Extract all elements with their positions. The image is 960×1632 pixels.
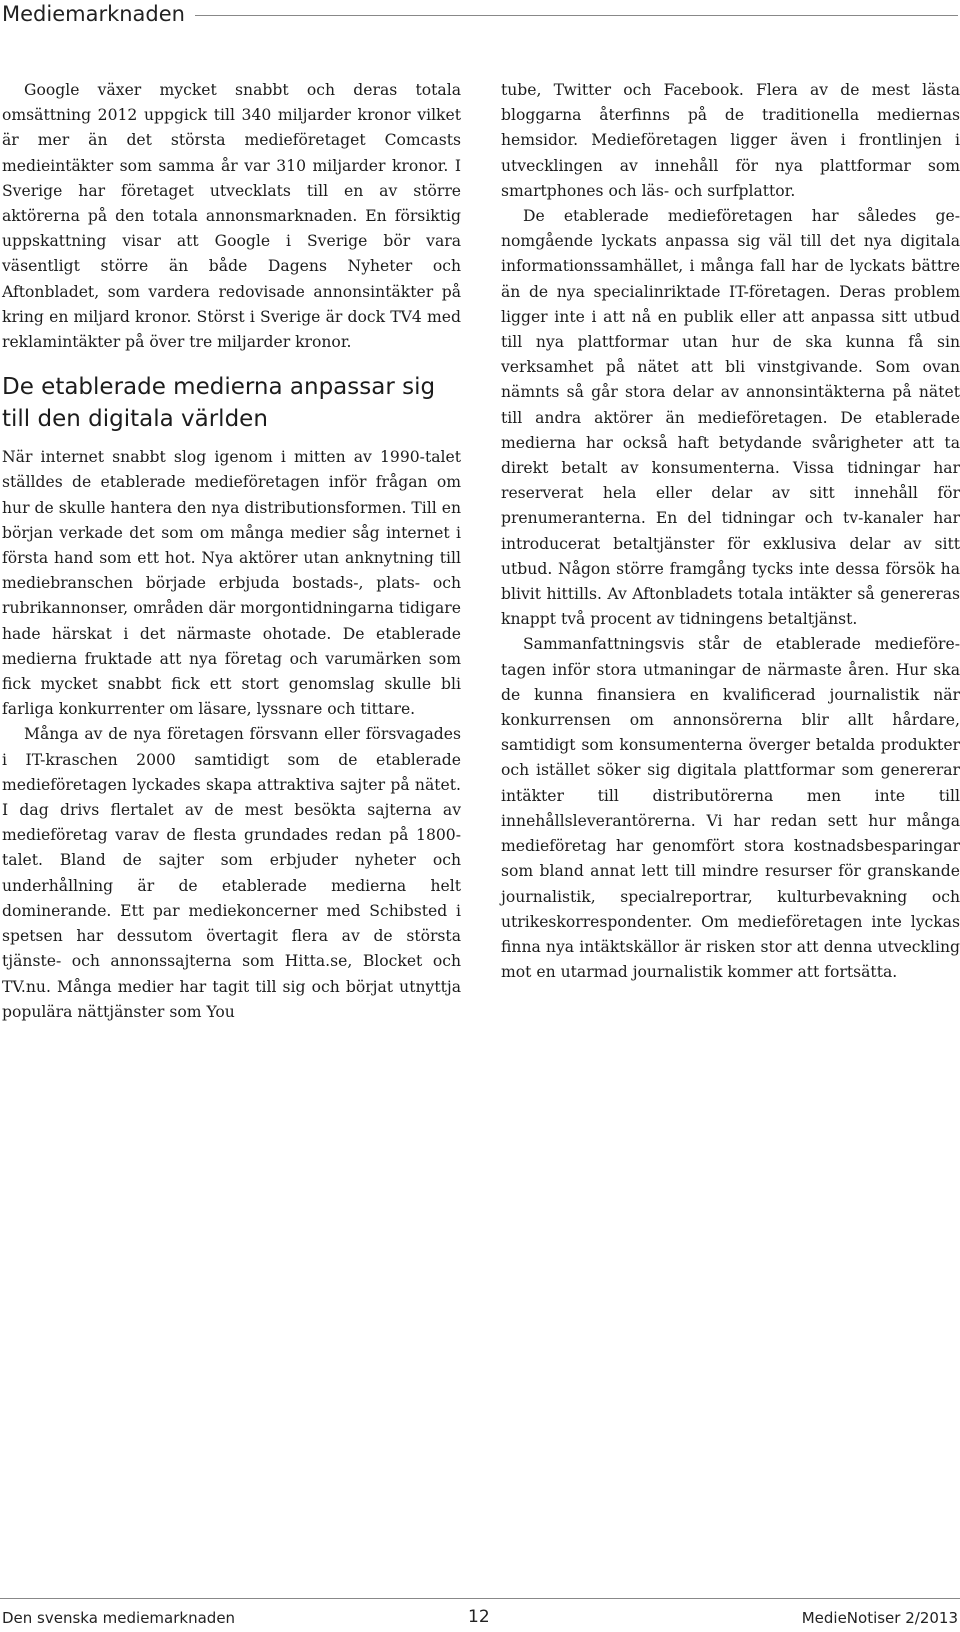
- right-column: [501, 78, 960, 985]
- body-paragraph: Många av de nya företagen försvann eller försvagades i IT-kraschen 2000 samtidigt som de etablerade medieföretagen lyckades skapa attraktiva sajter på nätet. I dag drivs flertalet av de mest besökta sajterna av medieföretag varav de flesta grundades redan på 1800-talet. Bland de sajter som erbjuder nyheter och underhållning är de etablerade medierna helt dominerande. Ett par mediekoncerner med Schibsted i spetsen har dessutom övertagit flera av de största tjänste- och annonssajterna som Hitta.se, Blocket och TV.nu. Många medier har tagit till sig och börjat utnyttja populära nättjänster som You: [2, 725, 461, 1021]
- page-footer: [0, 1598, 960, 1629]
- footer-issue: MedieNotiser 2/2013: [801, 1609, 958, 1627]
- left-column: [2, 78, 461, 1025]
- page-number: 12: [468, 1607, 490, 1627]
- intro-paragraph: Google växer mycket snabbt och deras totala omsättning 2012 uppgick till 340 miljarder kronor vilket är mer än det största medieföretaget Comcasts medieintäkter som samma år var 310 miljarder kronor. I Sverige har företaget utvecklats till en av större aktörerna på den totala annonsmarknaden. En försiktig uppskattning visar att Google i Sverige bör vara väsentligt större än både Dagens Nyheter och Aftonbladet, som vardera redovisade annonsintäkter på kring en miljard kronor. Störst i Sverige är dock TV4 med reklamintäkter på över tre miljarder kronor.: [2, 81, 461, 352]
- body-paragraph: När internet snabbt slog igenom i mitten av 1990-talet ställdes de etablerade medieföretagen inför frågan om hur de skulle hantera den nya distributionsformen. Till en början verkade det som om många medier såg internet i första hand som ett hot. Nya aktörer utan anknytning till mediebranschen började erbjuda bostads-, plats- och rubrikannonser, områden där morgontidningarna tidigare hade härskat i det närmaste ohotade. De etablerade medierna fruktade att nya företag och varumärken som fick mycket snabbt fick ett stort genomslag skulle bli farliga konkurrenter om läsare, lyssnare och tittare.: [2, 448, 461, 719]
- body-paragraph: tube, Twitter och Facebook. Flera av de mest lästa bloggarna återfinns på de traditionella mediernas hemsidor. Medieföretagen ligger även i frontlinjen i utvecklingen av innehåll för nya plattformar som smartphones och läs- och surfplattor.: [501, 81, 960, 200]
- running-header: [2, 0, 958, 28]
- body-paragraph: De etablerade medieföretagen har således genomgående lyckats anpassa sig väl till det nya digitala informationssamhället, i många fall har de lyckats bättre än de nya specialinriktade IT-företagen. Deras problem ligger inte i att nå en publik eller att anpassa sitt utbud till nya plattformar utan hur de ska kunna få sin verksamhet på nätet att bli vinstgivande. Som ovan nämnts så går stora delar av annonsintäkterna på nätet till andra aktörer än medieföretagen. De etablerade medierna har också haft betydande svårigheter att ta direkt betalt av konsumenterna. Vissa tidningar har reserverat hela eller delar av sitt innehåll för prenumeranterna. En del tidningar och tv-kanaler har introducerat betaltjänster för exklusiva delar av sitt utbud. Någon större framgång tycks inte dessa försök ha blivit hittills. Av Aftonbladets totala intäkter så genereras knappt två procent av tidningens betaltjänst.: [501, 207, 960, 629]
- section-title: Mediemarknaden: [2, 2, 185, 26]
- section-heading: De etablerade medierna anpassar sig till den digitala världen: [2, 374, 436, 433]
- footer-publication: Den svenska mediemarknaden: [2, 1609, 236, 1627]
- header-rule: [195, 15, 958, 16]
- body-paragraph: Sammanfattningsvis står de etablerade medieföretagen inför stora utmaningar de närmaste åren. Hur ska de kunna finansiera en kvalificerad journalistik när konkurrensen om annonsörerna blir allt hårdare, samtidigt som konsumenterna överger betalda produkter och istället söker sig digitala plattformar som genererar intäkter till distributörerna men inte till innehållsleverantörerna. Vi har redan sett hur många medieföretag har genomfört stora kostnadsbesparingar som bland annat lett till mindre resurser för granskande journalistik, specialreportrar, kulturbevakning och utrikeskorrespondenter. Om medieföretagen inte lyckas finna nya intäktskällor är risken stor att denna utveckling mot en utarmad journalistik kommer att fortsätta.: [501, 635, 960, 982]
